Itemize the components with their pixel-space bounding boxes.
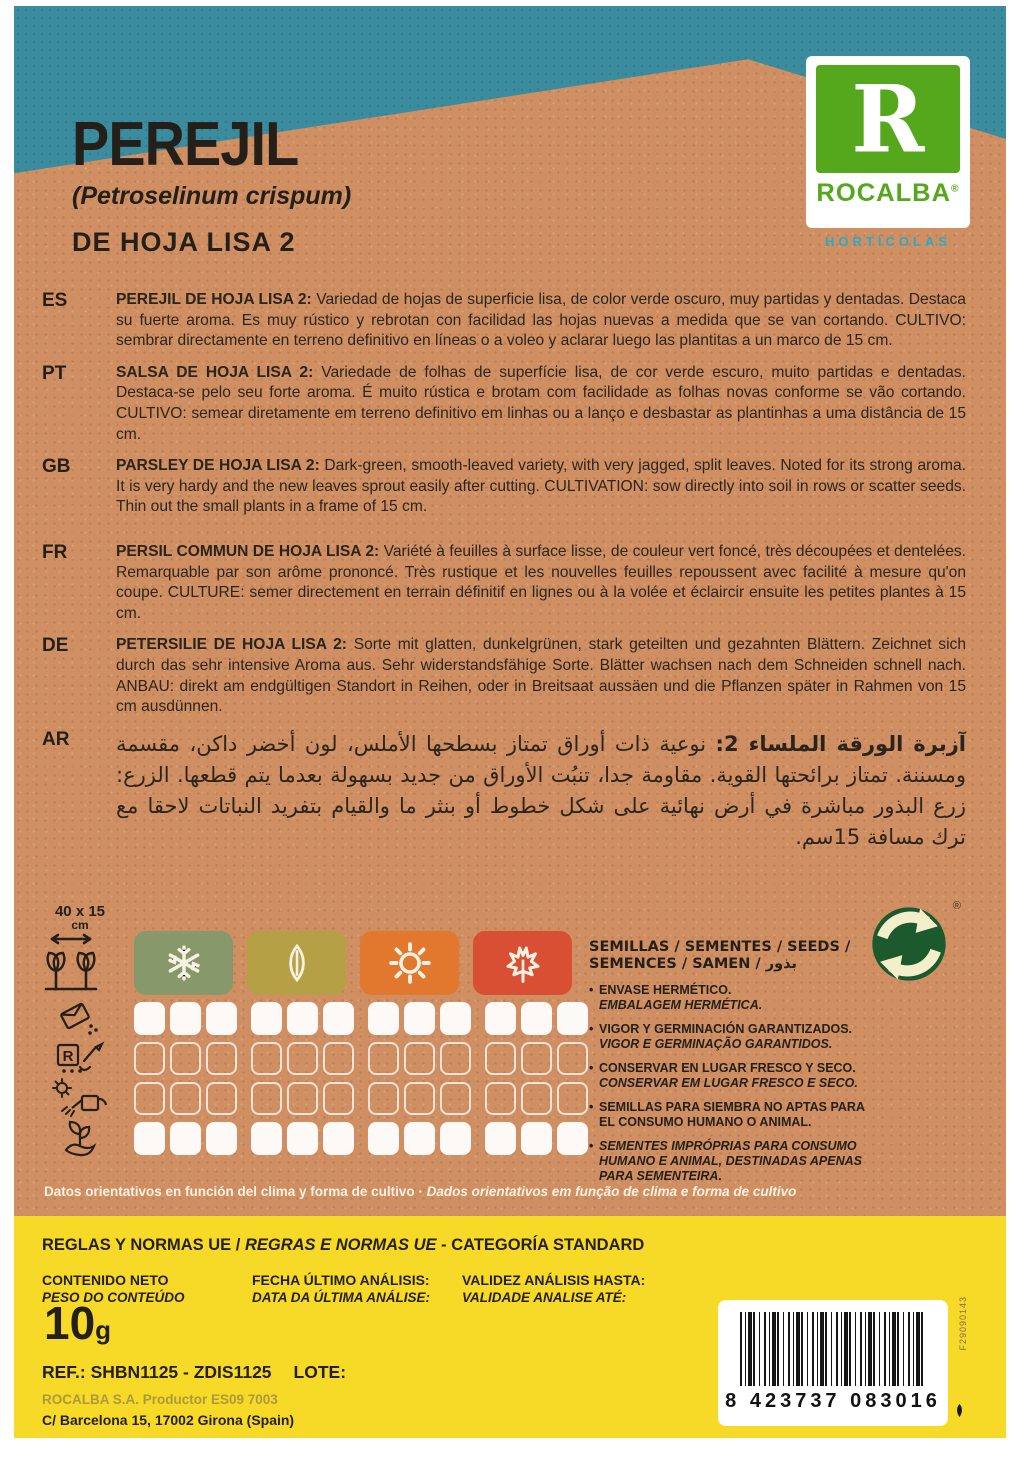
month-cell — [485, 1082, 516, 1115]
bullet-sub: • SEMENTES IMPRÓPRIAS PARA CONSUMO HUMANO E ANIMAL, DESTINADAS APENAS PARA SEMENTEIRA. — [599, 1139, 862, 1183]
description-fr — [42, 542, 966, 624]
month-group — [368, 1042, 471, 1075]
page-title: PEREJIL — [72, 110, 299, 179]
calendar-note-es: Datos orientativos en función del clima y forma de cultivo · — [44, 1184, 423, 1199]
net-content-label-pt: PESO DO CONTEÚDO — [42, 1290, 185, 1305]
rules-pt: REGRAS E NORMAS UE — [244, 1236, 437, 1254]
barcode — [718, 1300, 948, 1426]
net-content-label-es: CONTENIDO NETO — [42, 1272, 169, 1288]
month-group — [251, 1042, 354, 1075]
description-fr-lead: PERSIL COMMUN DE HOJA LISA 2: — [116, 542, 380, 560]
month-cell — [404, 1042, 435, 1075]
sowing-icon — [57, 1000, 103, 1036]
lang-code-es: ES — [42, 290, 68, 311]
month-group — [251, 1002, 354, 1035]
month-cell — [323, 1082, 354, 1115]
month-cell — [404, 1122, 435, 1155]
month-cell — [557, 1042, 588, 1075]
month-cell — [206, 1002, 237, 1035]
description-de — [42, 635, 966, 717]
bullet-main: • SEMILLAS PARA SIEMBRA NO APTAS PARA EL CONSUMO HUMANO O ANIMAL. — [599, 1100, 865, 1129]
list-item — [589, 1061, 869, 1091]
month-group — [485, 1042, 588, 1075]
month-cell — [206, 1042, 237, 1075]
brand-logo — [806, 56, 970, 228]
month-cell — [557, 1082, 588, 1115]
description-pt — [42, 363, 966, 445]
transplant-icon-cell — [40, 1039, 120, 1077]
description-ar-lead: آزبرة الورقة الملساء 2: — [715, 731, 966, 756]
month-group — [251, 1122, 354, 1155]
validity-label-es: VALIDEZ ANÁLISIS HASTA: — [462, 1272, 646, 1288]
calendar-header — [40, 904, 588, 995]
month-group — [485, 1002, 588, 1035]
calendar-row-transplant — [40, 1041, 588, 1075]
month-cell — [404, 1082, 435, 1115]
description-es-body: Variedad de hojas de superficie lisa, de color verde oscuro, muy partidas y dentadas. Destaca su fuerte aroma. Es muy rústico y rebrotan con facilidad las hojas nuevas a medida que se van cortando. CULTIVO: sembrar directamente en terreno definitivo en líneas o a voleo y aclarar luego las plantitas a un marco de 15 cm. — [116, 291, 966, 350]
description-ar — [42, 729, 966, 853]
spacing-unit: cm — [71, 918, 89, 932]
seed-leaf-icon — [280, 943, 314, 983]
description-gb-lead: PARSLEY DE HOJA LISA 2: — [116, 457, 320, 475]
month-cell — [368, 1002, 399, 1035]
seed-info-title — [589, 939, 869, 973]
month-cell — [485, 1122, 516, 1155]
month-cell — [440, 1082, 471, 1115]
month-cell — [323, 1122, 354, 1155]
month-cell — [170, 1122, 201, 1155]
description-pt-text — [116, 363, 966, 445]
month-group — [368, 1002, 471, 1035]
sowing-icon-cell — [40, 1000, 120, 1036]
list-item — [589, 1100, 869, 1130]
seed-info-title-line1: SEMILLAS / SEMENTES / SEEDS / — [589, 939, 851, 955]
calendar-note — [44, 1184, 804, 1199]
maple-leaf-icon — [503, 943, 543, 983]
description-gb-body: Dark-green, smooth-leaved variety, with very jagged, split leaves. Noted for its strong aroma. It is very hardy and the new leaves sprout easily after cutting. CULTIVATION: sow directly into soil in rows or scatter seeds. Thin out the small plants in a frame of 15 cm. — [116, 457, 966, 516]
company-line: ROCALBA S.A. Productor ES09 7003 — [42, 1392, 278, 1407]
month-cell — [368, 1042, 399, 1075]
bullet-sub: EMBALAGEM HERMÉTICA. — [599, 998, 763, 1012]
latin-name: (Petroselinum crispum) — [72, 182, 352, 210]
description-de-body: Sorte mit glatten, dunkelgrünen, stark geteilten und gezahnten Blättern. Zeichnet sich durch das sehr intensive Aroma aus. Sehr widerstandsfähige Sorte. Blätter wachsen nach dem Schneiden schnell nach. ANBAU: direkt am endgültigen Standort in Reihen, oder in Breitsaat aussäen und die Pflanzen später in Rahmen von 15 cm ausdünnen. — [116, 636, 967, 716]
season-spring — [247, 931, 346, 995]
month-cell — [170, 1002, 201, 1035]
transplant-icon — [54, 1039, 106, 1077]
month-cell — [134, 1042, 165, 1075]
month-cell — [368, 1082, 399, 1115]
harvest-icon — [58, 1118, 102, 1158]
description-es — [42, 290, 966, 352]
sowing-calendar — [40, 904, 588, 1155]
calendar-row-care — [40, 1081, 588, 1115]
month-group — [134, 1122, 237, 1155]
rules-es: REGLAS Y NORMAS UE / — [42, 1236, 245, 1254]
month-group — [134, 1002, 237, 1035]
brand-reg-mark: ® — [951, 183, 960, 195]
season-autumn — [473, 931, 572, 995]
green-dot-reg-mark: ® — [952, 900, 961, 912]
analysis-date-label-es: FECHA ÚLTIMO ANÁLISIS: — [252, 1272, 430, 1288]
brand-name — [815, 179, 962, 208]
month-cell — [485, 1002, 516, 1035]
description-ar-text — [116, 729, 966, 853]
bullet-main: • VIGOR Y GERMINACIÓN GARANTIZADOS. — [599, 1022, 853, 1036]
month-cell — [287, 1042, 318, 1075]
net-weight-unit: g — [95, 1315, 112, 1345]
brand-name-text: ROCALBA — [816, 179, 952, 207]
description-gb-text — [116, 456, 966, 518]
analysis-date-label-pt: DATA DA ÚLTIMA ANÁLISE: — [252, 1290, 430, 1305]
lang-code-gb: GB — [42, 456, 71, 478]
month-cell — [251, 1082, 282, 1115]
description-de-text — [116, 635, 966, 717]
description-es-lead: PEREJIL DE HOJA LISA 2: — [116, 291, 312, 308]
list-item — [589, 1139, 869, 1184]
month-cell — [287, 1122, 318, 1155]
month-group — [485, 1122, 588, 1155]
list-item — [589, 983, 869, 1013]
watering-icon — [52, 1078, 108, 1118]
seed-info — [589, 939, 869, 1193]
description-ar-body: نوعية ذات أوراق تمتاز بسطحها الأملس، لون أخضر داكن، مقسمة ومسننة. تمتاز برائحتها القوية. مقاومة جدا، تنبُت الأوراق من جديد بسهولة بعدما يتم قطعها. الزرع: زرع البذور مباشرة في أرض نهائية على شكل خطوط أو بنثر ما والقيام بتفريد النباتات لاحقا مع ترك مسافة 15سم. — [116, 731, 966, 849]
bullet-main: • CONSERVAR EN LUGAR FRESCO Y SECO. — [599, 1061, 856, 1075]
transplant-letter: R — [62, 1048, 74, 1065]
lang-code-ar: AR — [42, 728, 70, 750]
month-cell — [404, 1002, 435, 1035]
calendar-row-harvest — [40, 1121, 588, 1155]
month-cell — [170, 1042, 201, 1075]
description-de-lead: PETERSILIE DE HOJA LISA 2: — [116, 636, 348, 654]
print-mark-icon — [953, 1404, 966, 1417]
seed-info-title-line2: SEMENCES / SAMEN / بذور — [589, 956, 797, 972]
brand-logo-green-square — [816, 65, 960, 173]
harvest-icon-cell — [40, 1118, 120, 1158]
month-cell — [251, 1042, 282, 1075]
barcode-digits: 8 423737 083016 — [725, 1390, 941, 1412]
bullet-sub: VIGOR E GERMINAÇÃO GARANTIDOS. — [599, 1037, 833, 1051]
month-cell — [368, 1122, 399, 1155]
month-group — [134, 1082, 237, 1115]
barcode-bars — [740, 1312, 926, 1386]
month-cell — [287, 1082, 318, 1115]
month-cell — [440, 1002, 471, 1035]
month-cell — [521, 1002, 552, 1035]
validity-label-pt: VALIDADE ANALISE ATÉ: — [462, 1290, 627, 1305]
month-group — [368, 1122, 471, 1155]
season-summer — [360, 931, 459, 995]
month-cell — [251, 1122, 282, 1155]
sun-icon — [389, 942, 431, 984]
snowflake-icon — [165, 944, 203, 982]
month-cell — [521, 1082, 552, 1115]
month-group — [251, 1082, 354, 1115]
seed-info-list — [589, 983, 869, 1184]
month-cell — [134, 1122, 165, 1155]
lang-code-fr: FR — [42, 541, 68, 563]
description-gb — [42, 456, 966, 518]
month-cell — [206, 1122, 237, 1155]
description-fr-text — [116, 542, 966, 624]
validity-label — [462, 1272, 645, 1306]
address-line: C/ Barcelona 15, 17002 Girona (Spain) — [42, 1412, 295, 1428]
month-cell — [521, 1042, 552, 1075]
brand-subtitle: HORTÍCOLAS — [825, 234, 951, 249]
title-block — [72, 110, 352, 258]
month-cell — [134, 1082, 165, 1115]
month-group — [134, 1042, 237, 1075]
description-es-text — [116, 290, 966, 352]
month-cell — [323, 1042, 354, 1075]
month-cell — [134, 1002, 165, 1035]
description-fr-body: Variété à feuilles à surface lisse, de couleur vert foncé, très découpées et dentelées. Remarquable par son arôme prononcé. Très rustique et les nouvelles feuilles repoussent avec facilité à mesure qu'on coupe. CULTURE: semer directement en terrain définitif en lignes ou à la volée et éclaircir ensuite les petites plantes à 15 cm. — [116, 542, 967, 622]
bullet-sub: CONSERVAR EM LUGAR FRESCO E SECO. — [599, 1076, 858, 1090]
net-weight-number: 10 — [44, 1297, 96, 1349]
recycling-icon — [869, 904, 949, 984]
description-pt-body: Variedade de folhas de superfície lisa, de cor verde escuro, muito partidas e dentadas. Destaca-se pelo seu forte aroma. É muito rústica e brotam com facilidade as folhas novas conforme se vão cortando. CULTIVO: semear diretamente em terreno definitivo em linhas ou a lanço e desbastar as plantinhas a uma distância de 15 cm. — [116, 363, 966, 443]
month-group — [368, 1082, 471, 1115]
month-cell — [521, 1122, 552, 1155]
month-cell — [557, 1122, 588, 1155]
plant-spacing — [40, 904, 120, 995]
month-cell — [557, 1002, 588, 1035]
calendar-note-pt: Dados orientativos em função de clima e forma de cultivo — [422, 1184, 797, 1199]
bullet-main: • ENVASE HERMÉTICO. — [599, 983, 732, 997]
variety-name: DE HOJA LISA 2 — [72, 227, 296, 257]
month-group — [485, 1082, 588, 1115]
calendar-row-sowing — [40, 1001, 588, 1035]
reference-code: REF.: SHBN1125 - ZDIS1125 — [42, 1362, 272, 1382]
packet — [14, 6, 1006, 1438]
spacing-value: 40 x 15 — [54, 903, 106, 920]
month-cell — [323, 1002, 354, 1035]
season-winter — [134, 931, 233, 995]
watering-icon-cell — [40, 1078, 120, 1118]
reference-line — [42, 1362, 346, 1383]
lang-code-de: DE — [42, 635, 69, 657]
lot-label: LOTE: — [293, 1362, 347, 1382]
month-cell — [287, 1002, 318, 1035]
footer-panel — [14, 1216, 1006, 1438]
month-cell — [251, 1002, 282, 1035]
month-cell — [440, 1042, 471, 1075]
analysis-date-label — [252, 1272, 430, 1306]
brand-r-letter: R — [851, 64, 925, 174]
lang-code-pt: PT — [42, 362, 67, 384]
net-weight-value — [44, 1297, 112, 1349]
rules-line — [42, 1236, 644, 1255]
month-cell — [206, 1082, 237, 1115]
green-dot-logo — [869, 900, 961, 984]
month-cell — [485, 1042, 516, 1075]
month-cell — [170, 1082, 201, 1115]
month-cell — [440, 1122, 471, 1155]
list-item — [589, 1022, 869, 1052]
print-side-code: F29090143 — [958, 1296, 968, 1351]
description-pt-lead: SALSA DE HOJA LISA 2: — [116, 363, 314, 381]
rules-category: - CATEGORÍA STANDARD — [436, 1236, 645, 1254]
plant-spacing-icon — [40, 931, 102, 995]
descriptions — [42, 290, 966, 864]
